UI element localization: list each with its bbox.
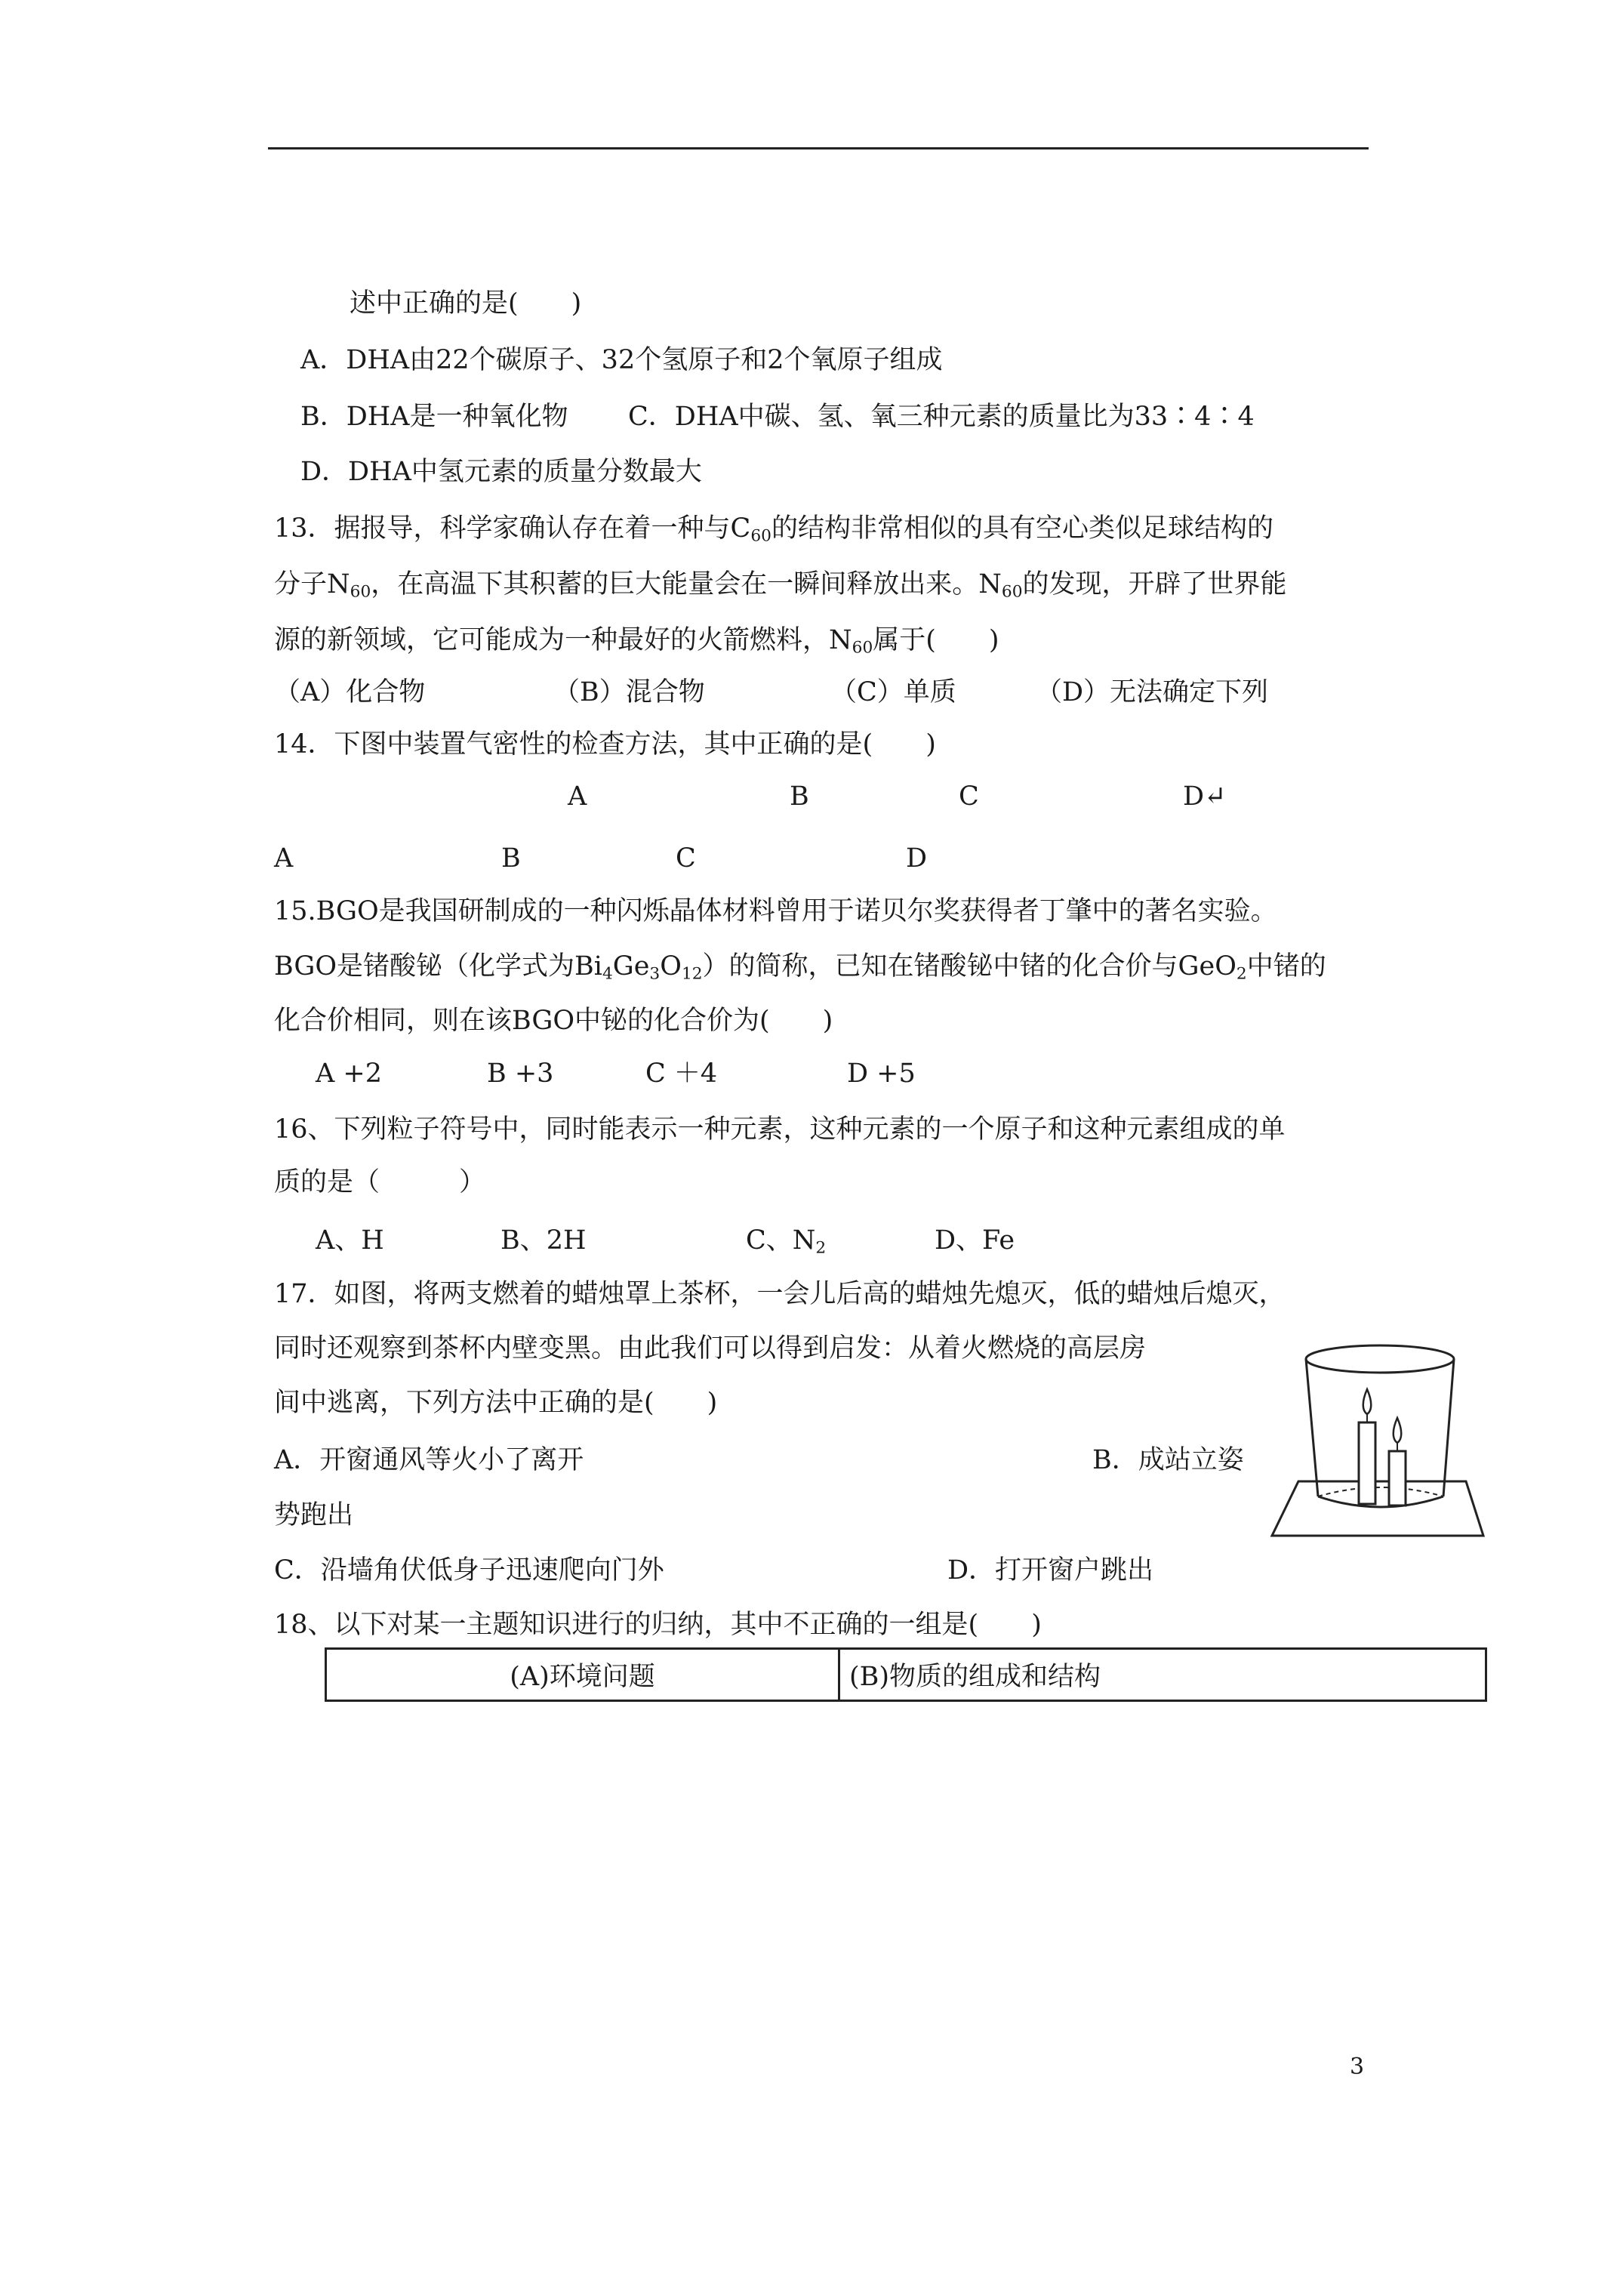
q18-table [325, 1647, 1487, 1702]
q17-line-2: 同时还观察到茶杯内壁变黑。由此我们可以得到启发：从着火燃烧的高层房 [274, 1333, 1147, 1364]
q16-option-d: D、Fe [935, 1225, 1015, 1256]
q17-option-a: A．开窗通风等火小了离开 [274, 1445, 584, 1475]
figure-short-candle [1389, 1451, 1406, 1505]
q14-top-label-a: A [568, 781, 587, 812]
q15-line-1: 15.BGO是我国研制成的一种闪烁晶体材料曾用于诺贝尔奖获得者丁肇中的著名实验。 [274, 896, 1277, 926]
q14-stem: 14．下图中装置气密性的检查方法，其中正确的是( ) [274, 729, 936, 760]
q18-column-b: (B)物质的组成和结构 [839, 1649, 1486, 1701]
q12-stem-tail: 述中正确的是( ) [350, 288, 582, 319]
q17-option-c: C．沿墙角伏低身子迅速爬向门外 [274, 1555, 664, 1586]
q15-option-a: A +2 [316, 1059, 382, 1089]
q14-bottom-label-a: A [274, 843, 294, 874]
figure-base-plate [1272, 1481, 1483, 1536]
q16-option-b: B、2H [500, 1225, 587, 1256]
q15-line-2: BGO是锗酸铋（化学式为$Bi_4Ge_3O_{12}$）的简称，已知在锗酸铋中锗的化合价与GeO$_2$中锗的 [274, 951, 1326, 984]
q17-line-1: 17．如图，将两支燃着的蜡烛罩上茶杯，一会儿后高的蜡烛先熄灭，低的蜡烛后熄灭， [274, 1279, 1286, 1309]
q12-option-c: C．DHA中碳、氢、氧三种元素的质量比为33∶4∶4 [628, 402, 1255, 432]
q17-option-d: D．打开窗户跳出 [947, 1555, 1154, 1586]
q12-option-b: B．DHA是一种氧化物 [300, 402, 568, 432]
q13-line-1: 13．据报导，科学家确认存在着一种与$C_{60}$的结构非常相似的具有空心类似足球结构的 [274, 513, 1273, 546]
q17-line-3: 间中逃离，下列方法中正确的是( ) [274, 1388, 718, 1418]
q18-column-a: (A)环境问题 [326, 1649, 839, 1701]
q14-bottom-label-b: B [501, 843, 521, 874]
q13-line-3: 源的新领域，它可能成为一种最好的火箭燃料，$N_{60}$属于( ) [274, 625, 999, 658]
figure-tall-flame [1363, 1389, 1372, 1414]
q16-line-1: 16、下列粒子符号中，同时能表示一种元素，这种元素的一个原子和这种元素组成的单 [274, 1114, 1286, 1145]
q15-option-c: C ＋4 [645, 1059, 718, 1089]
q16-option-c: C、$N_2$ [746, 1225, 827, 1258]
header-rule [268, 147, 1369, 149]
figure-tall-candle [1359, 1422, 1375, 1504]
q16-line-2: 质的是（ ） [274, 1167, 486, 1197]
q14-bottom-label-d: D [906, 843, 928, 874]
q12-option-d: D．DHA中氢元素的质量分数最大 [300, 457, 702, 487]
q13-option-a: （A）化合物 [274, 677, 426, 707]
q17-option-b-continued: 势跑出 [274, 1500, 354, 1530]
q15-option-b: B +3 [487, 1059, 554, 1089]
candle-cup-figure [1268, 1338, 1487, 1542]
q14-top-label-d: D↵ [1183, 781, 1227, 812]
figure-cup-bottom [1306, 1345, 1454, 1373]
q13-line-2: 分子$N_{60}$，在高温下其积蓄的巨大能量会在一瞬间释放出来。$N_{60}$的发现，开辟了世界能 [274, 569, 1287, 602]
q14-bottom-label-c: C [676, 843, 696, 874]
q13-option-b: （B）混合物 [553, 677, 705, 707]
q14-top-label-c: C [959, 781, 979, 812]
q17-option-b: B．成站立姿 [1092, 1445, 1244, 1475]
figure-cup-rim [1318, 1496, 1443, 1507]
q12-option-a: A．DHA由22个碳原子、32个氢原子和2个氧原子组成 [300, 345, 943, 375]
page-number: 3 [1350, 2054, 1365, 2080]
figure-short-flame [1394, 1418, 1402, 1443]
q14-top-label-b: B [790, 781, 809, 812]
q15-option-d: D +5 [847, 1059, 916, 1089]
q13-option-d: （D）无法确定下列 [1036, 677, 1269, 707]
q15-line-3: 化合价相同，则在该BGO中铋的化合价为( ) [274, 1006, 833, 1036]
q18-stem: 18、以下对某一主题知识进行的归纳，其中不正确的一组是( ) [274, 1610, 1042, 1640]
q13-option-c: （C）单质 [830, 677, 956, 707]
q16-option-a: A、H [316, 1225, 384, 1256]
table-row [326, 1649, 1486, 1701]
